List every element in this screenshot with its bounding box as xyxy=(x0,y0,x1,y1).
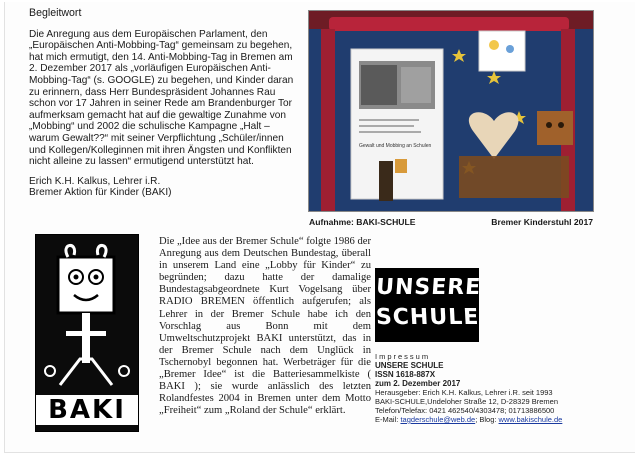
email-label: E-Mail: xyxy=(375,415,399,424)
begleitwort-body: Die Anregung aus dem Europäischen Parlament, den „Europäischen Anti-Mobbing-Tag“ gemeinsam zu begehen, hat mich ermutigt, den 14. Anti-Mobbing-Tag in Bremen am 2. Dezember 2017 als „vorläufigen Europäischen Anti-Mobbing-Tag“ (s. GOOGLE) zu begehen, und Kinder daran zu erinnern, dass Herr Bundespräsident Johannes Rau schon vor 17 Jahren in seiner Rede am Brandenburger Tor aufmerksam gemacht hat auf die gewaltige Zunahme von „Mobbing“ und 2002 die schulische Kampagne „Halt – warum Gewalt??“ mit seiner Verpflichtung „Schüler/innen und Kollegen/Kolleginnen mit ihren Ängsten und Konflikten nicht alleine zu lassen“ ermutigend unterstützt hat. xyxy=(29,28,294,168)
phone: Telefon/Telefax: 0421 462540/4303478; 01713886500 xyxy=(375,406,555,415)
bremer-idee-paragraph: Die „Idee aus der Bremer Schule“ folgte 1986 der Anregung aus dem Deutschen Bundestag, überall in unserem Land eine „Lobby für Kinder“ zu begründen; dazu hatte der damalige Bundestagsabgeordnete Kurt Vogelsang über RADIO BREMEN öffentlich aufgerufen; als Lehrer in der Bremer Schule habe ich den Vorschlag aus Bonn mit dem Umweltschutzprojekt BAKI unterstützt, das in der Bremer Schule nach dem Unglück in Tschernobyl begonnen hat. Werbeträger für die „Bremer Idee“ ist die Batteriesammelkiste ( BAKI ); sie wurde anlässlich des letzten Rolandfestes 2004 in Bremen unter dem Motto „Freiheit“ zum „Roland der Schule“ erklärt. xyxy=(159,236,371,417)
caption-right: Bremer Kinderstuhl 2017 xyxy=(491,217,593,227)
begleitwort-title: Begleitwort xyxy=(29,7,82,19)
begleitwort-section xyxy=(29,8,301,199)
baki-logo xyxy=(35,234,139,432)
publication-name: UNSERE SCHULE xyxy=(375,361,444,370)
document-page xyxy=(4,2,635,453)
book-cover xyxy=(351,49,443,199)
issue-date: zum 2. Dezember 2017 xyxy=(375,379,461,388)
address: BAKI-SCHULE,Undeloher Straße 12, D-28329 Bremen xyxy=(375,397,559,406)
book-title: Gewalt und Mobbing an Schulen xyxy=(359,143,432,149)
baki-logo-word: BAKI xyxy=(36,395,138,425)
publisher: Herausgeber: Erich K.H. Kalkus, Lehrer i.R. seit 1993 xyxy=(375,388,553,397)
impressum-heading: Impressum xyxy=(375,352,431,361)
signature-name: Erich K.H. Kalkus, Lehrer i.R. xyxy=(29,175,161,187)
kinderstuhl-photo xyxy=(308,10,594,212)
email-link[interactable]: tagderschule@web.de xyxy=(400,415,476,424)
logo-line-1: UNSERE xyxy=(375,275,483,300)
blog-label: ; Blog: xyxy=(475,415,497,424)
signature-org: Bremer Aktion für Kinder (BAKI) xyxy=(29,187,172,199)
logo-line-2: SCHULE xyxy=(375,305,480,330)
caption-left: Aufnahme: BAKI-SCHULE xyxy=(309,217,416,227)
issn: ISSN 1618-887X xyxy=(375,370,436,379)
contact-line xyxy=(375,415,637,424)
blog-link[interactable]: www.bakischule.de xyxy=(498,415,563,424)
unsere-schule-logo xyxy=(375,268,483,342)
impressum-block xyxy=(375,352,637,424)
